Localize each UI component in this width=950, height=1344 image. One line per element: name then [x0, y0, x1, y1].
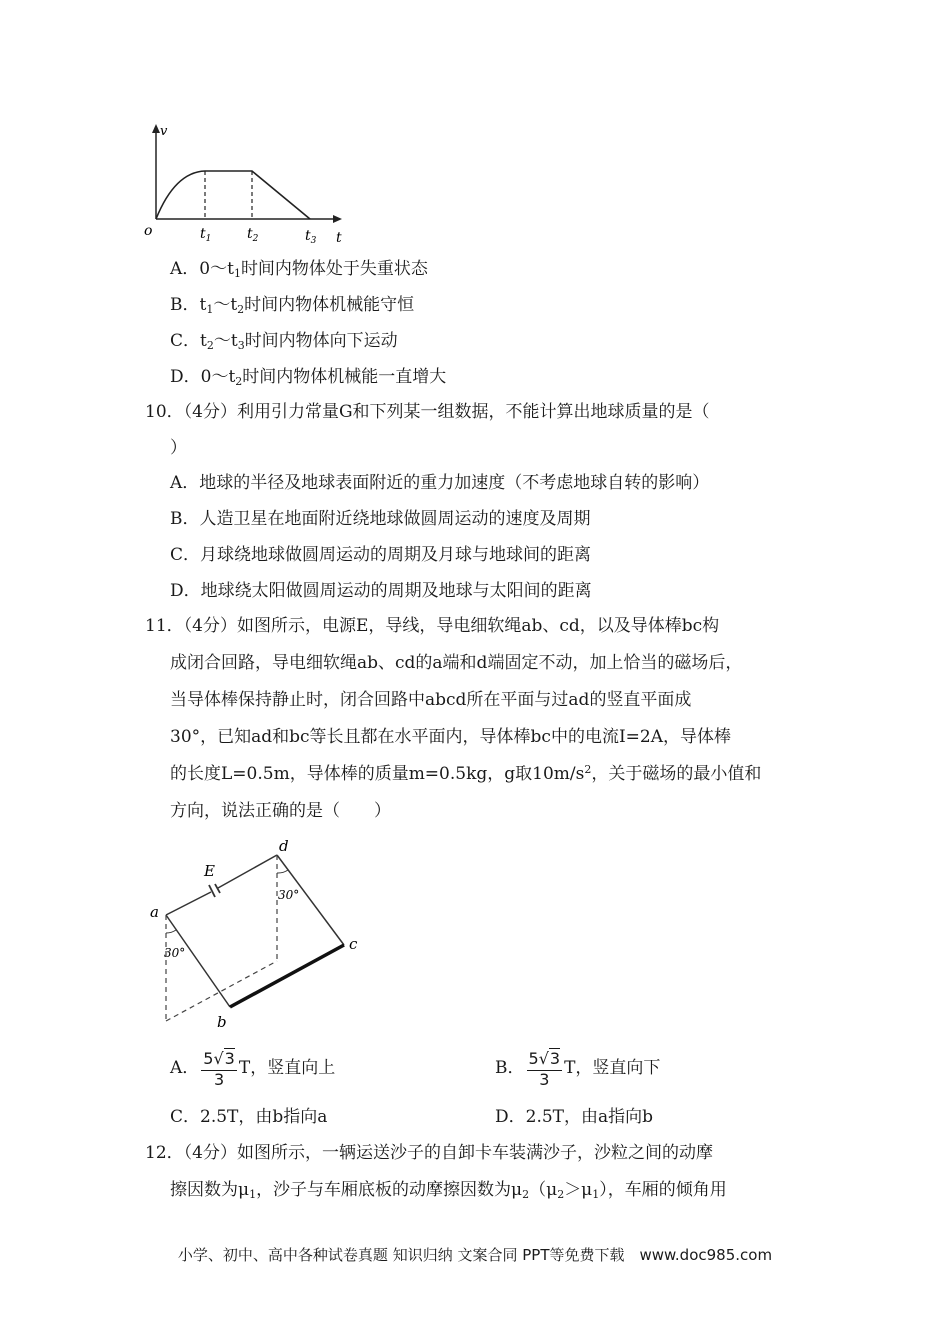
angle-label-a: 30° — [164, 946, 186, 960]
t2-label: $t_2$ — [247, 226, 259, 244]
battery-plate-short — [215, 884, 220, 893]
v-axis-arrow — [152, 124, 160, 133]
conductor-rod-bc — [230, 945, 344, 1007]
q9-option-a: A．$0\sim t_1$时间内物体处于失重状态 — [170, 259, 428, 280]
fraction-5root3-over-3: $\frac{5√3}{3}$ — [203, 1048, 235, 1089]
t-axis-label: t — [336, 230, 342, 246]
t-axis-arrow — [333, 215, 342, 223]
t1-label: $t_1$ — [200, 226, 212, 244]
angle-label-d: 30° — [278, 888, 300, 902]
q11-option-d: D．2.5T，由a指向b — [495, 1107, 654, 1127]
label-c: c — [349, 935, 358, 953]
q11-stem-line4: 30°，已知ad和bc等长且都在水平面内，导体棒bc中的电流I=2A，导体棒 — [170, 727, 732, 747]
page-footer: 小学、初中、高中各种试卷真题 知识归纳 文案合同 PPT等免费下载 www.doc985.com — [177, 1246, 773, 1264]
q11-stem-line1: 11．（4分）如图所示，电源E，导线，导电细软绳ab、cd，以及导体棒bc构 — [145, 616, 720, 636]
q10-option-b: B．人造卫星在地面附近绕地球做圆周运动的速度及周期 — [170, 509, 591, 529]
label-b: b — [217, 1013, 227, 1031]
velocity-curve — [156, 171, 310, 219]
q10-option-d: D．地球绕太阳做圆周运动的周期及地球与太阳间的距离 — [170, 581, 592, 601]
label-e: E — [204, 862, 215, 880]
v-axis-label: v — [160, 124, 168, 139]
q12-stem-line2: 擦因数为$\mu_1$，沙子与车厢底板的动摩擦因数为$\mu_2(\mu_2>\mu_1)$，车厢的倾角用 — [170, 1180, 727, 1201]
wire-e-to-d — [218, 855, 277, 888]
q11-option-c: C．2.5T，由b指向a — [170, 1107, 328, 1127]
q11-option-a: A． $\frac{5√3}{3}$ T，竖直向上 — [170, 1048, 336, 1089]
q11-stem-line6: 方向，说法正确的是（ ） — [170, 801, 391, 821]
origin-label: o — [144, 223, 153, 239]
q9-option-c: C．$t_2\sim t_3$时间内物体向下运动 — [170, 331, 398, 352]
q11-stem-line2: 成闭合回路，导电细软绳ab、cd的a端和d端固定不动，加上恰当的磁场后， — [170, 653, 743, 673]
wire-ab — [166, 915, 230, 1007]
q10-option-c: C．月球绕地球做圆周运动的周期及月球与地球间的距离 — [170, 545, 592, 565]
q9-option-b: B．$t_1\sim t_2$时间内物体机械能守恒 — [170, 295, 415, 316]
t3-label: $t_3$ — [305, 228, 317, 246]
q11-circuit-figure — [140, 835, 380, 1035]
angle-arc-d — [277, 870, 288, 873]
battery-plate-long — [209, 885, 215, 897]
fraction-5root3-over-3: $\frac{5√3}{3}$ — [528, 1048, 561, 1089]
q9-option-d: D．$0\sim t_2$时间内物体机械能一直增大 — [170, 367, 447, 388]
q10-stem-line2: ） — [170, 438, 187, 458]
q12-stem-line1: 12．（4分）如图所示，一辆运送沙子的自卸卡车装满沙子，沙粒之间的动摩 — [145, 1143, 713, 1163]
label-a: a — [150, 903, 159, 921]
angle-arc-a — [166, 930, 176, 933]
q10-option-a: A．地球的半径及地球表面附近的重力加速度（不考虑地球自转的影响） — [170, 473, 710, 493]
q11-stem-line3: 当导体棒保持静止时，闭合回路中abcd所在平面与过ad的竖直平面成 — [170, 690, 692, 710]
q11-stem-line5: 的长度L=0.5m，导体棒的质量m=0.5kg，g取$10m/s^2$，关于磁场的最小值和 — [170, 763, 762, 784]
label-d: d — [279, 837, 289, 855]
vt-graph — [140, 120, 360, 250]
q10-stem-line1: 10．（4分）利用引力常量G和下列某一组数据，不能计算出地球质量的是（ — [145, 402, 710, 422]
wire-a-to-e — [166, 892, 211, 915]
q11-option-b: B． $\frac{5√3}{3}$ T，竖直向下 — [495, 1048, 661, 1089]
